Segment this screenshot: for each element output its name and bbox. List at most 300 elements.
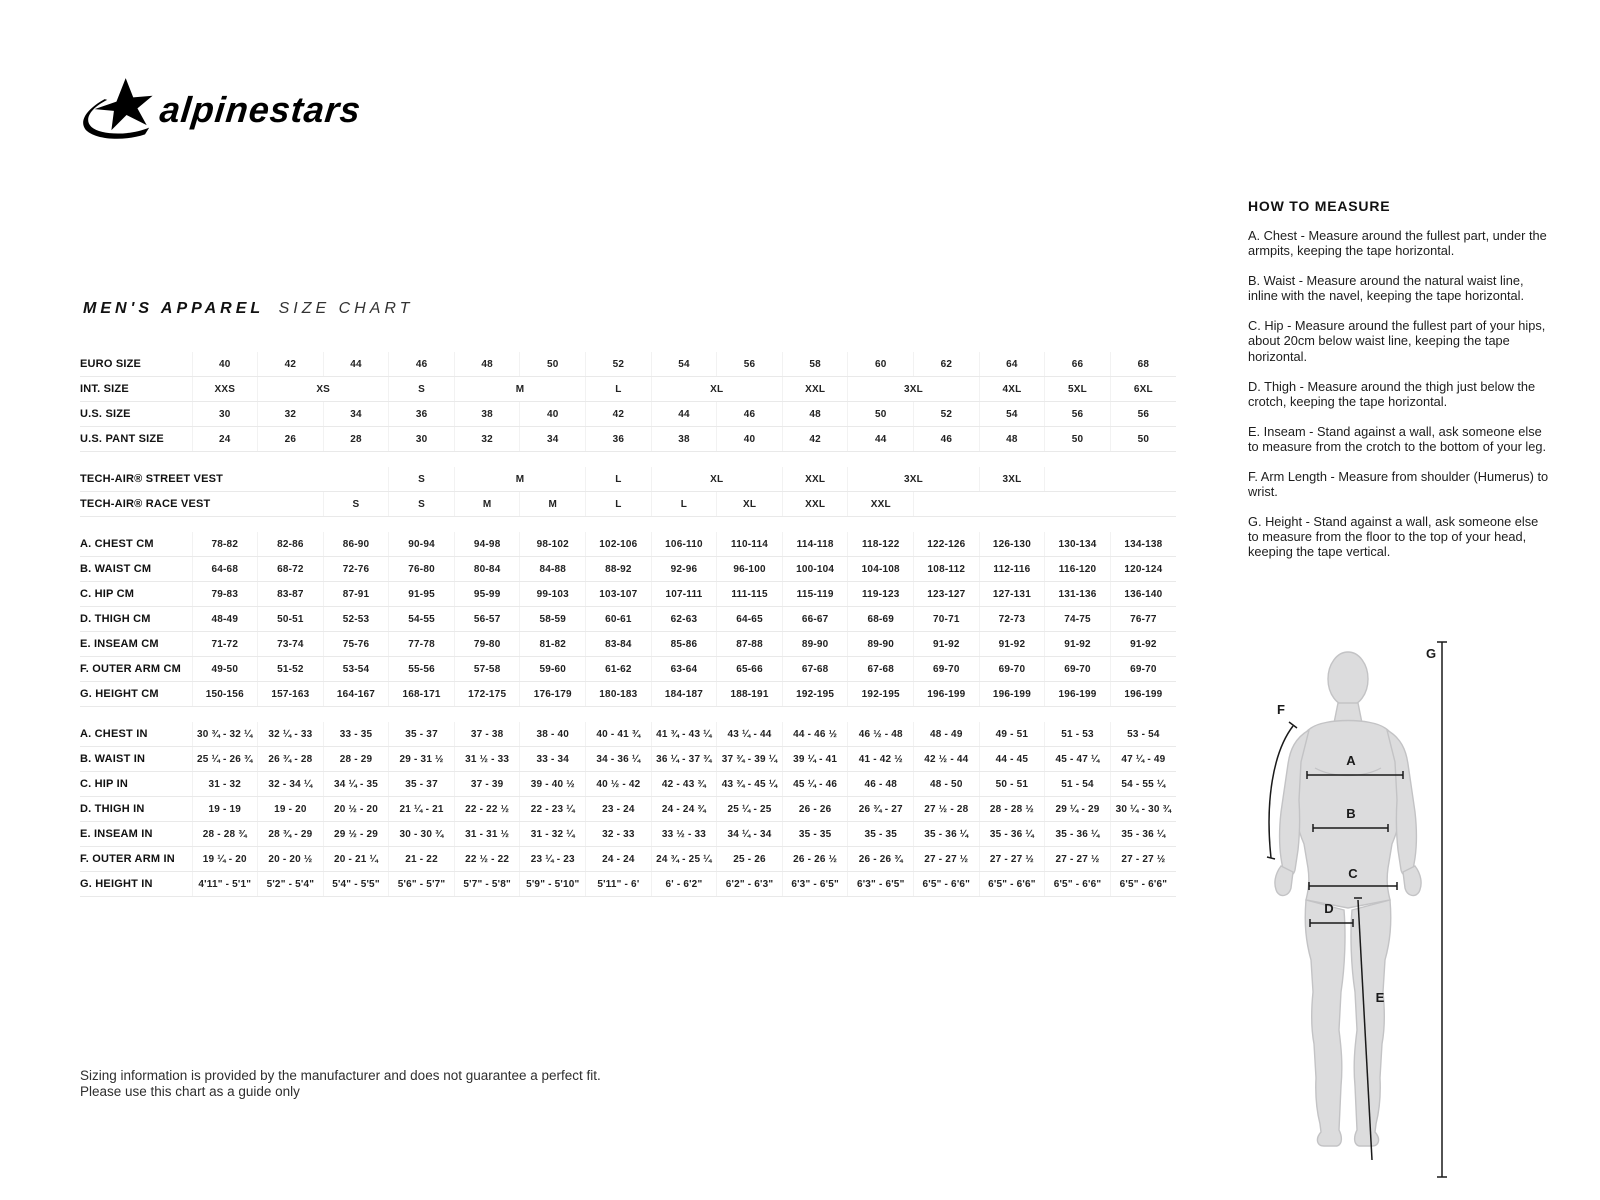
size-cell: 43 ¼ - 44: [717, 722, 783, 747]
size-cell: 196-199: [914, 682, 980, 707]
size-cell: 3XL: [848, 377, 979, 402]
size-cell: 33 ½ - 33: [651, 822, 717, 847]
size-cell: 37 - 39: [454, 772, 520, 797]
size-cell: 21 ¼ - 21: [389, 797, 455, 822]
row-label: TECH-AIR® RACE VEST: [80, 492, 192, 517]
size-cell: 196-199: [1110, 682, 1176, 707]
size-cell: 3XL: [979, 467, 1045, 492]
size-cell: 28 - 28 ¾: [192, 822, 258, 847]
size-cell: 59-60: [520, 657, 586, 682]
size-cell: 5'4" - 5'5": [323, 872, 389, 897]
size-cell: 96-100: [717, 557, 783, 582]
size-cell: 66: [1045, 352, 1111, 377]
table-row: [80, 607, 1176, 632]
size-cell: 33 - 34: [520, 747, 586, 772]
height-measure-line: [1437, 642, 1447, 1177]
size-cell: 41 - 42 ½: [848, 747, 914, 772]
size-cell: 99-103: [520, 582, 586, 607]
size-cell: 35 - 36 ¼: [1110, 822, 1176, 847]
size-cell: XXL: [782, 492, 848, 517]
size-cell: 58-59: [520, 607, 586, 632]
size-cell: 63-64: [651, 657, 717, 682]
size-cell: 30: [192, 402, 258, 427]
size-cell: 50 - 51: [979, 772, 1045, 797]
size-cell: 54 - 55 ¼: [1110, 772, 1176, 797]
size-cell: 51-52: [258, 657, 324, 682]
size-cell: 127-131: [979, 582, 1045, 607]
size-cell: 118-122: [848, 532, 914, 557]
size-cell: 24 - 24 ¾: [651, 797, 717, 822]
size-cell: 34: [323, 402, 389, 427]
size-chart-tables: [80, 352, 1176, 912]
size-cell: 5XL: [1045, 377, 1111, 402]
size-cell: L: [586, 467, 652, 492]
size-cell: 35 - 36 ¼: [914, 822, 980, 847]
size-cell: 79-83: [192, 582, 258, 607]
size-cell: 188-191: [717, 682, 783, 707]
size-cell: 6'5" - 6'6": [1045, 872, 1111, 897]
size-cell: 32 ¼ - 33: [258, 722, 324, 747]
size-cell: 184-187: [651, 682, 717, 707]
size-cell: 56-57: [454, 607, 520, 632]
size-cell: 33 - 35: [323, 722, 389, 747]
row-label: TECH-AIR® STREET VEST: [80, 467, 192, 492]
size-cell: 104-108: [848, 557, 914, 582]
size-cell: 85-86: [651, 632, 717, 657]
size-cell: XXL: [848, 492, 914, 517]
page-title-sub: SIZE CHART: [278, 300, 414, 317]
size-cell: 27 ½ - 28: [914, 797, 980, 822]
row-label: B. WAIST IN: [80, 747, 192, 772]
figure-right-leg: [1351, 900, 1391, 1146]
size-cell: 131-136: [1045, 582, 1111, 607]
size-cell: 26 ¾ - 28: [258, 747, 324, 772]
size-cell: XXS: [192, 377, 258, 402]
size-cell: 31 - 32: [192, 772, 258, 797]
size-cell: 29 ¼ - 29: [1045, 797, 1111, 822]
size-cell: 98-102: [520, 532, 586, 557]
size-cell: 82-86: [258, 532, 324, 557]
size-cell: 64-68: [192, 557, 258, 582]
size-cell: 42 ½ - 44: [914, 747, 980, 772]
size-cell: 115-119: [782, 582, 848, 607]
row-label: D. THIGH IN: [80, 797, 192, 822]
table-row: [80, 467, 1176, 492]
size-cell: 35 - 36 ¼: [1045, 822, 1111, 847]
size-cell: 6'2" - 6'3": [717, 872, 783, 897]
size-cell: 44 - 45: [979, 747, 1045, 772]
figure-label-waist: B: [1346, 806, 1356, 821]
size-cell: 88-92: [586, 557, 652, 582]
size-cell: 91-95: [389, 582, 455, 607]
size-table-tech-air: [80, 467, 1176, 517]
size-cell: 75-76: [323, 632, 389, 657]
size-cell: 35 - 37: [389, 722, 455, 747]
size-cell: 37 ¾ - 39 ¼: [717, 747, 783, 772]
size-cell: 6'5" - 6'6": [979, 872, 1045, 897]
table-row: [80, 352, 1176, 377]
size-cell: 5'6" - 5'7": [389, 872, 455, 897]
size-cell: 35 - 35: [782, 822, 848, 847]
table-row: [80, 772, 1176, 797]
page-title-main: MEN'S APPAREL: [83, 300, 265, 317]
size-cell: 34 ¼ - 35: [323, 772, 389, 797]
size-cell: 122-126: [914, 532, 980, 557]
size-cell: XXL: [782, 377, 848, 402]
size-cell: 31 - 31 ½: [454, 822, 520, 847]
row-label: EURO SIZE: [80, 352, 192, 377]
footer-line-1: Sizing information is provided by the manufacturer and does not guarantee a perfect fit.: [80, 1068, 601, 1083]
size-cell: 91-92: [979, 632, 1045, 657]
size-cell: 32: [454, 427, 520, 452]
size-cell: 30: [389, 427, 455, 452]
size-cell: 192-195: [782, 682, 848, 707]
size-cell: 50: [520, 352, 586, 377]
size-cell: 50: [1110, 427, 1176, 452]
size-cell: 42: [782, 427, 848, 452]
size-cell: 49 - 51: [979, 722, 1045, 747]
size-cell: 3XL: [848, 467, 979, 492]
size-cell: 23 - 24: [586, 797, 652, 822]
figure-left-leg: [1305, 900, 1345, 1146]
size-cell: 48: [454, 352, 520, 377]
size-cell: 46 - 48: [848, 772, 914, 797]
size-cell: 6'3" - 6'5": [848, 872, 914, 897]
table-row: [80, 632, 1176, 657]
alpinestars-star-icon: [82, 74, 166, 146]
size-cell: M: [454, 467, 585, 492]
size-cell: 26 - 26: [782, 797, 848, 822]
size-cell: 52-53: [323, 607, 389, 632]
size-cell: 36: [389, 402, 455, 427]
size-cell: 64-65: [717, 607, 783, 632]
table-row: [80, 557, 1176, 582]
size-cell: 46: [717, 402, 783, 427]
size-cell: 91-92: [914, 632, 980, 657]
size-cell: 25 ¼ - 26 ¾: [192, 747, 258, 772]
measure-instruction: C. Hip - Measure around the fullest part of your hips, about 20cm below waist line, keeping the tape horizontal.: [1248, 318, 1546, 364]
how-to-measure-heading: HOW TO MEASURE: [1248, 198, 1391, 214]
size-cell: 73-74: [258, 632, 324, 657]
size-cell: 54-55: [389, 607, 455, 632]
size-cell: 134-138: [1110, 532, 1176, 557]
size-cell: 5'2" - 5'4": [258, 872, 324, 897]
size-cell: 40 ½ - 42: [586, 772, 652, 797]
measure-instruction: A. Chest - Measure around the fullest part, under the armpits, keeping the tape horizontal.: [1248, 228, 1547, 259]
size-cell: 40 - 41 ¾: [586, 722, 652, 747]
size-cell: 42: [586, 402, 652, 427]
size-cell: 74-75: [1045, 607, 1111, 632]
logo-wordmark: alpinestars: [157, 89, 364, 130]
size-cell: 25 - 26: [717, 847, 783, 872]
size-cell: 164-167: [323, 682, 389, 707]
size-cell: 22 ½ - 22: [454, 847, 520, 872]
size-table-inches: [80, 722, 1176, 897]
size-cell: 91-92: [1045, 632, 1111, 657]
size-table-cm: [80, 532, 1176, 707]
size-cell: 87-88: [717, 632, 783, 657]
size-cell: 53 - 54: [1110, 722, 1176, 747]
size-cell: 29 - 31 ½: [389, 747, 455, 772]
size-cell: 42: [258, 352, 324, 377]
size-cell: 107-111: [651, 582, 717, 607]
size-cell: 26 - 26 ¾: [848, 847, 914, 872]
size-cell: 112-116: [979, 557, 1045, 582]
size-table-sizes: [80, 352, 1176, 452]
size-cell: 69-70: [914, 657, 980, 682]
size-cell: S: [389, 467, 455, 492]
size-cell: 168-171: [389, 682, 455, 707]
size-cell: 28: [323, 427, 389, 452]
size-cell: 34: [520, 427, 586, 452]
size-cell: 111-115: [717, 582, 783, 607]
footer-disclaimer: [80, 1068, 601, 1100]
table-row: [80, 427, 1176, 452]
table-row: [80, 582, 1176, 607]
size-cell: 150-156: [192, 682, 258, 707]
size-cell: 72-76: [323, 557, 389, 582]
size-cell: 46 ½ - 48: [848, 722, 914, 747]
row-label: F. OUTER ARM IN: [80, 847, 192, 872]
size-cell: 27 - 27 ½: [979, 847, 1045, 872]
size-cell: 44: [323, 352, 389, 377]
row-label: G. HEIGHT IN: [80, 872, 192, 897]
size-cell: 76-80: [389, 557, 455, 582]
size-cell: 5'9" - 5'10": [520, 872, 586, 897]
size-cell: 72-73: [979, 607, 1045, 632]
size-cell: S: [389, 377, 455, 402]
size-cell: 20 - 21 ¼: [323, 847, 389, 872]
figure-label-inseam: E: [1375, 990, 1385, 1005]
size-cell: 25 ¼ - 25: [717, 797, 783, 822]
row-label: F. OUTER ARM CM: [80, 657, 192, 682]
table-row: [80, 872, 1176, 897]
size-cell: 56: [717, 352, 783, 377]
measure-instruction: B. Waist - Measure around the natural waist line, inline with the navel, keeping the tape horizontal.: [1248, 273, 1525, 304]
size-cell: 95-99: [454, 582, 520, 607]
size-cell: 46: [389, 352, 455, 377]
size-cell: 6' - 6'2": [651, 872, 717, 897]
row-label: E. INSEAM CM: [80, 632, 192, 657]
size-cell: 38 - 40: [520, 722, 586, 747]
size-cell: 21 - 22: [389, 847, 455, 872]
size-cell: 56: [1110, 402, 1176, 427]
size-cell: 38: [651, 427, 717, 452]
size-cell: 69-70: [1045, 657, 1111, 682]
size-cell: 77-78: [389, 632, 455, 657]
how-to-measure-list: [1248, 228, 1550, 560]
size-cell: 102-106: [586, 532, 652, 557]
size-cell: 71-72: [192, 632, 258, 657]
size-cell: 39 - 40 ½: [520, 772, 586, 797]
size-cell: 172-175: [454, 682, 520, 707]
size-cell: XL: [651, 377, 782, 402]
size-cell: 48: [979, 427, 1045, 452]
row-label: D. THIGH CM: [80, 607, 192, 632]
row-label: U.S. SIZE: [80, 402, 192, 427]
size-cell: 26 - 26 ½: [782, 847, 848, 872]
size-cell: L: [586, 492, 652, 517]
size-cell: 50: [848, 402, 914, 427]
size-cell: 116-120: [1045, 557, 1111, 582]
size-cell: 110-114: [717, 532, 783, 557]
size-cell: 30 - 30 ¾: [389, 822, 455, 847]
size-cell: 5'7" - 5'8": [454, 872, 520, 897]
size-cell: L: [586, 377, 652, 402]
size-cell: L: [651, 492, 717, 517]
table-row: [80, 402, 1176, 427]
measure-instruction: F. Arm Length - Measure from shoulder (Humerus) to wrist.: [1248, 469, 1549, 500]
size-cell: 100-104: [782, 557, 848, 582]
size-cell: 44 - 46 ½: [782, 722, 848, 747]
size-cell: 32 - 34 ¼: [258, 772, 324, 797]
table-row: [80, 532, 1176, 557]
size-cell: 78-82: [192, 532, 258, 557]
size-cell: 28 - 28 ½: [979, 797, 1045, 822]
size-cell: 51 - 54: [1045, 772, 1111, 797]
size-cell: 180-183: [586, 682, 652, 707]
size-cell: 52: [586, 352, 652, 377]
size-cell: M: [454, 377, 585, 402]
size-cell: 40: [520, 402, 586, 427]
size-cell: 90-94: [389, 532, 455, 557]
size-cell: 57-58: [454, 657, 520, 682]
size-cell: 58: [782, 352, 848, 377]
size-cell: 32: [258, 402, 324, 427]
size-cell: 123-127: [914, 582, 980, 607]
size-cell: 108-112: [914, 557, 980, 582]
size-cell: 46: [914, 427, 980, 452]
size-cell: 30 ¾ - 32 ¼: [192, 722, 258, 747]
size-cell: [1045, 467, 1176, 492]
table-row: [80, 822, 1176, 847]
size-cell: 19 ¼ - 20: [192, 847, 258, 872]
size-cell: 20 ½ - 20: [323, 797, 389, 822]
size-cell: 84-88: [520, 557, 586, 582]
figure-label-arm: F: [1277, 702, 1285, 717]
row-label: E. INSEAM IN: [80, 822, 192, 847]
size-cell: 32 - 33: [586, 822, 652, 847]
size-cell: 26 ¾ - 27: [848, 797, 914, 822]
figure-label-thigh: D: [1324, 901, 1334, 916]
size-cell: 29 ½ - 29: [323, 822, 389, 847]
size-cell: 35 - 35: [848, 822, 914, 847]
size-cell: 30 ¼ - 30 ¾: [1110, 797, 1176, 822]
measurement-figure: [1245, 612, 1555, 1192]
size-cell: 89-90: [782, 632, 848, 657]
size-cell: 114-118: [782, 532, 848, 557]
how-to-measure-panel: [1248, 198, 1550, 575]
size-cell: 35 - 37: [389, 772, 455, 797]
size-cell: 67-68: [848, 657, 914, 682]
size-cell: 37 - 38: [454, 722, 520, 747]
size-cell: 23 ¼ - 23: [520, 847, 586, 872]
size-cell: 60-61: [586, 607, 652, 632]
size-cell: 55-56: [389, 657, 455, 682]
size-cell: 27 - 27 ½: [914, 847, 980, 872]
size-cell: 22 - 23 ¼: [520, 797, 586, 822]
size-cell: 62-63: [651, 607, 717, 632]
size-cell: 50: [1045, 427, 1111, 452]
size-cell: 24 ¾ - 25 ¼: [651, 847, 717, 872]
size-cell: 48 - 50: [914, 772, 980, 797]
size-cell: 69-70: [1110, 657, 1176, 682]
table-row: [80, 377, 1176, 402]
size-cell: 157-163: [258, 682, 324, 707]
size-cell: [914, 492, 1176, 517]
size-cell: 48 - 49: [914, 722, 980, 747]
size-cell: 19 - 20: [258, 797, 324, 822]
table-row: [80, 722, 1176, 747]
size-cell: 81-82: [520, 632, 586, 657]
size-cell: 27 - 27 ½: [1045, 847, 1111, 872]
measure-instruction: D. Thigh - Measure around the thigh just below the crotch, keeping the tape horizontal.: [1248, 378, 1536, 409]
size-cell: 34 ¼ - 34: [717, 822, 783, 847]
size-cell: 92-96: [651, 557, 717, 582]
size-cell: XL: [717, 492, 783, 517]
size-cell: 36: [586, 427, 652, 452]
size-cell: 76-77: [1110, 607, 1176, 632]
size-cell: 49-50: [192, 657, 258, 682]
size-cell: 53-54: [323, 657, 389, 682]
size-cell: 36 ¼ - 37 ¾: [651, 747, 717, 772]
size-cell: 40: [717, 427, 783, 452]
size-cell: 68-69: [848, 607, 914, 632]
size-cell: 31 - 32 ¼: [520, 822, 586, 847]
size-cell: 68-72: [258, 557, 324, 582]
table-row: [80, 797, 1176, 822]
size-cell: 61-62: [586, 657, 652, 682]
size-cell: 48-49: [192, 607, 258, 632]
size-cell: 44: [651, 402, 717, 427]
figure-label-hip: C: [1348, 866, 1358, 881]
size-cell: 64: [979, 352, 1045, 377]
size-cell: 119-123: [848, 582, 914, 607]
size-cell: 19 - 19: [192, 797, 258, 822]
row-label: G. HEIGHT CM: [80, 682, 192, 707]
size-cell: 39 ¼ - 41: [782, 747, 848, 772]
size-cell: 54: [651, 352, 717, 377]
size-cell: 6'5" - 6'6": [1110, 872, 1176, 897]
row-label: A. CHEST CM: [80, 532, 192, 557]
size-cell: 42 - 43 ¾: [651, 772, 717, 797]
table-row: [80, 747, 1176, 772]
size-cell: 196-199: [1045, 682, 1111, 707]
size-cell: 56: [1045, 402, 1111, 427]
table-row: [80, 847, 1176, 872]
size-cell: 79-80: [454, 632, 520, 657]
footer-line-2: Please use this chart as a guide only: [80, 1084, 300, 1100]
size-cell: 70-71: [914, 607, 980, 632]
size-cell: 38: [454, 402, 520, 427]
size-cell: 31 ½ - 33: [454, 747, 520, 772]
body-silhouette-illustration: [1245, 612, 1555, 1192]
size-cell: 66-67: [782, 607, 848, 632]
figure-label-height: G: [1425, 646, 1437, 661]
alpinestars-logo: [82, 74, 364, 146]
size-cell: XL: [651, 467, 782, 492]
size-cell: 28 - 29: [323, 747, 389, 772]
size-cell: 4XL: [979, 377, 1045, 402]
size-cell: 69-70: [979, 657, 1045, 682]
row-label: U.S. PANT SIZE: [80, 427, 192, 452]
size-cell: 5'11" - 6': [586, 872, 652, 897]
size-cell: S: [389, 492, 455, 517]
measure-instruction: E. Inseam - Stand against a wall, ask someone else to measure from the crotch to the bottom of your leg.: [1248, 423, 1547, 454]
measure-instruction: G. Height - Stand against a wall, ask someone else to measure from the floor to the top of your head, keeping the tape vertical.: [1248, 514, 1539, 560]
table-row: [80, 657, 1176, 682]
size-cell: 89-90: [848, 632, 914, 657]
